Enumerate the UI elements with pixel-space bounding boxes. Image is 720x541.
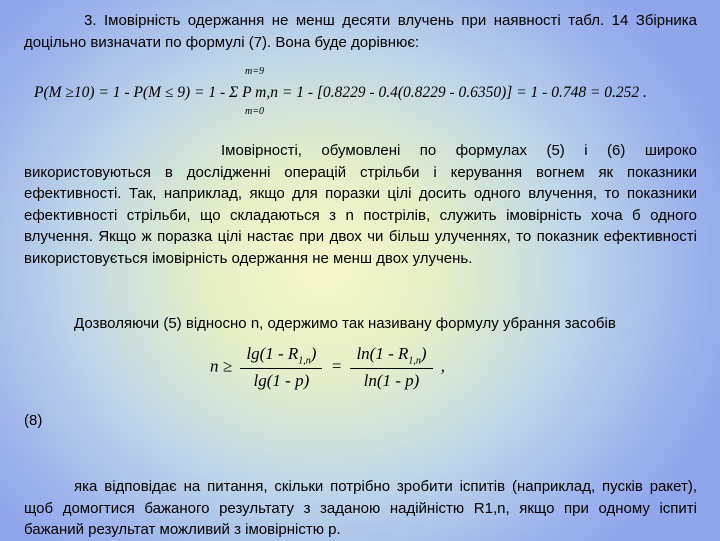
fraction-lg-denominator: lg(1 - p): [253, 371, 310, 391]
sum-lower-limit: m=0: [245, 106, 264, 117]
formula-lhs: n ≥: [210, 356, 233, 376]
paragraph-efficiency: Імовірності, обумовлені по формулах (5) і (6) широко використовуються в дослідженні операцій стрільби і керування вогнем як показники ефективності. Так, наприклад, якщо для поразки цілі досить одного влучення, то показники ефективності стрільби, що складаються з n пострілів, служить імовірність хоча б одного влучення. Якщо ж поразка цілі настає при двох чи більш улученнях, то показник ефективності використовується імовірність одержання не менш двох улучень.: [24, 142, 697, 267]
formula-comma: ,: [440, 356, 446, 376]
fraction-ln-denominator: ln(1 - p): [363, 371, 420, 391]
fraction-lg-numerator: $\lg(1 - R_{1,n})$: [240, 344, 322, 369]
equation-number: (8): [24, 412, 43, 429]
fraction-ln: [350, 344, 432, 391]
formula-equals: =: [330, 356, 343, 376]
fraction-lg: [240, 344, 322, 391]
fraction-ln-numerator: $\ln(1 - R_{1,n})$: [350, 344, 432, 369]
formula-trials: [210, 344, 445, 391]
formula-main: P(M ≥10) = 1 - P(M ≤ 9) = 1 - Σ P m,n = 1 - [0.8229 - 0.4(0.8229 - 0.6350)] = 1 - 0.748 = 0.252 .: [34, 84, 647, 101]
formula-probability: [34, 84, 647, 102]
paragraph-explanation: яка відповідає на питання, скільки потрібно зробити іспитів (наприклад, пусків ракет), щоб домогтися бажаного результату з заданою надійністю R1,n, якщо при одному іспиті бажаний результат можливий з імовірністю p.: [24, 478, 697, 538]
paragraph-intro: 3. Імовірність одержання не менш десяти влучень при наявності табл. 14 Збірника доцільно визначати по формулі (7). Вона буде дорівнює:: [24, 12, 697, 51]
paragraph-derivation: Дозволяючи (5) відносно n, одержимо так називану формулу убрання засобів: [74, 315, 616, 332]
sum-upper-limit: m=9: [245, 66, 264, 77]
